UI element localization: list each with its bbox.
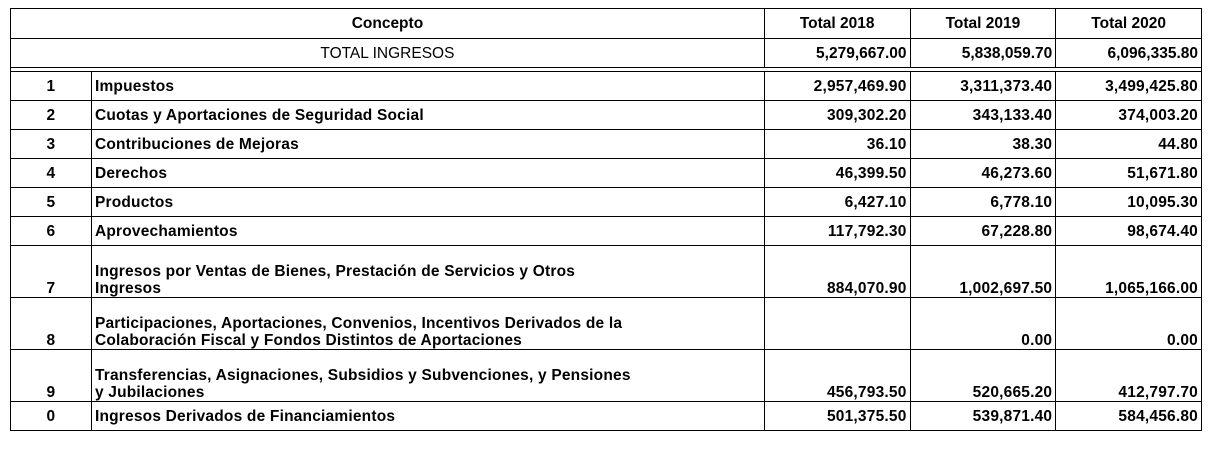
row-value-2019: 67,228.80 (910, 217, 1056, 246)
row-concepto-line: Ingresos por Ventas de Bienes, Prestación de Servicios y Otros (94, 263, 576, 280)
table-row (11, 188, 1202, 217)
row-number: 6 (11, 217, 92, 246)
row-number: 2 (11, 101, 92, 130)
total-row (11, 39, 1202, 68)
row-value-2019: 3,311,373.40 (910, 72, 1056, 101)
table-row (11, 298, 1202, 350)
row-concepto: Contribuciones de Mejoras (91, 130, 764, 159)
header-total-2018: Total 2018 (764, 9, 910, 39)
row-value-2019: 520,665.20 (910, 350, 1056, 402)
table-row (11, 159, 1202, 188)
row-value-2019: 38.30 (910, 130, 1056, 159)
row-value-2018: 2,957,469.90 (764, 72, 910, 101)
row-value-2020: 98,674.40 (1056, 217, 1202, 246)
row-value-2019: 46,273.60 (910, 159, 1056, 188)
row-value-2020: 51,671.80 (1056, 159, 1202, 188)
row-number: 7 (11, 246, 92, 298)
row-value-2018: 6,427.10 (764, 188, 910, 217)
row-number: 9 (11, 350, 92, 402)
total-label: TOTAL INGRESOS (11, 39, 765, 68)
row-value-2018 (764, 298, 910, 350)
row-value-2020: 374,003.20 (1056, 101, 1202, 130)
row-concepto-line: Participaciones, Aportaciones, Convenios, Incentivos Derivados de la (94, 315, 623, 332)
row-concepto (91, 246, 764, 298)
row-value-2018: 456,793.50 (764, 350, 910, 402)
row-value-2019: 0.00 (910, 298, 1056, 350)
row-value-2018: 309,302.20 (764, 101, 910, 130)
header-concepto: Concepto (11, 9, 765, 39)
row-concepto-line: y Jubilaciones (94, 384, 205, 401)
row-number: 8 (11, 298, 92, 350)
row-concepto: Aprovechamientos (91, 217, 764, 246)
total-2018: 5,279,667.00 (764, 39, 910, 68)
table-row (11, 217, 1202, 246)
row-value-2018: 501,375.50 (764, 402, 910, 431)
row-concepto (91, 298, 764, 350)
row-number: 0 (11, 402, 92, 431)
total-2019: 5,838,059.70 (910, 39, 1056, 68)
row-value-2020: 412,797.70 (1056, 350, 1202, 402)
row-number: 3 (11, 130, 92, 159)
row-value-2020: 584,456.80 (1056, 402, 1202, 431)
row-concepto: Derechos (91, 159, 764, 188)
row-concepto: Impuestos (91, 72, 764, 101)
row-concepto-line: Transferencias, Asignaciones, Subsidios y Subvenciones, y Pensiones (94, 367, 631, 384)
header-row (11, 9, 1202, 39)
row-value-2018: 884,070.90 (764, 246, 910, 298)
row-value-2019: 1,002,697.50 (910, 246, 1056, 298)
row-value-2019: 6,778.10 (910, 188, 1056, 217)
ingresos-table (10, 8, 1202, 431)
row-concepto-line: Ingresos (94, 280, 162, 297)
table-row (11, 350, 1202, 402)
row-number: 5 (11, 188, 92, 217)
table-row (11, 101, 1202, 130)
row-number: 4 (11, 159, 92, 188)
row-concepto: Productos (91, 188, 764, 217)
row-value-2020: 3,499,425.80 (1056, 72, 1202, 101)
row-concepto-line: Colaboración Fiscal y Fondos Distintos de Aportaciones (94, 332, 523, 349)
row-concepto: Cuotas y Aportaciones de Seguridad Social (91, 101, 764, 130)
total-2020: 6,096,335.80 (1056, 39, 1202, 68)
row-value-2018: 46,399.50 (764, 159, 910, 188)
row-number: 1 (11, 72, 92, 101)
header-total-2020: Total 2020 (1056, 9, 1202, 39)
table-row (11, 246, 1202, 298)
row-value-2020: 1,065,166.00 (1056, 246, 1202, 298)
row-value-2020: 10,095.30 (1056, 188, 1202, 217)
table-row (11, 402, 1202, 431)
header-total-2019: Total 2019 (910, 9, 1056, 39)
table-row (11, 72, 1202, 101)
table-row (11, 130, 1202, 159)
row-value-2018: 36.10 (764, 130, 910, 159)
row-value-2019: 343,133.40 (910, 101, 1056, 130)
row-concepto (91, 350, 764, 402)
row-value-2020: 44.80 (1056, 130, 1202, 159)
row-value-2019: 539,871.40 (910, 402, 1056, 431)
row-value-2018: 117,792.30 (764, 217, 910, 246)
row-value-2020: 0.00 (1056, 298, 1202, 350)
row-concepto: Ingresos Derivados de Financiamientos (91, 402, 764, 431)
